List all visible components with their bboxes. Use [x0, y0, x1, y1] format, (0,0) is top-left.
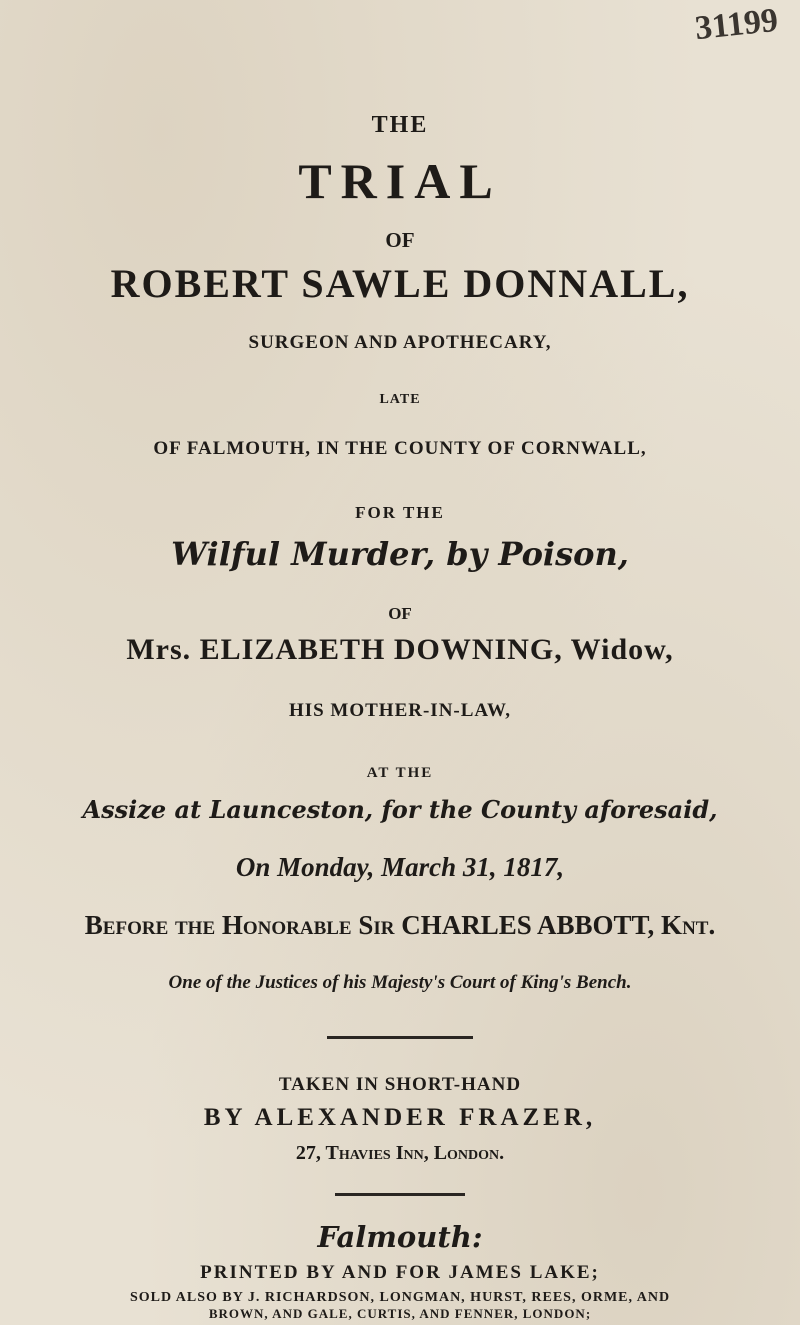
divider-rule: [327, 1036, 473, 1039]
reporter-name: BY ALEXANDER FRAZER,: [203, 1104, 597, 1131]
divider-rule-2: [335, 1193, 465, 1196]
imprint-sold-line-1: SOLD ALSO BY J. RICHARDSON, LONGMAN, HURST, REES, ORME, AND: [129, 1290, 671, 1305]
defendant-name: ROBERT SAWLE DONNALL,: [110, 261, 690, 306]
victim: Mrs. ELIZABETH DOWNING, Widow,: [126, 633, 674, 666]
trial-date: On Monday, March 31, 1817,: [235, 852, 565, 882]
imprint-sold-line-2: BROWN, AND GALE, CURTIS, AND FENNER, LONDON;: [208, 1306, 592, 1321]
heading-of: OF: [385, 228, 415, 252]
defendant-profession: SURGEON AND APOTHECARY,: [248, 332, 552, 353]
presiding-judge: Before the Honorable Sir CHARLES ABBOTT, Knt.: [84, 910, 716, 940]
heading-trial: TRIAL: [298, 153, 502, 209]
label-for-the: FOR THE: [355, 503, 445, 522]
reporter-taken: TAKEN IN SHORT-HAND: [278, 1074, 522, 1095]
label-of: OF: [388, 604, 412, 623]
heading-the: THE: [371, 112, 429, 138]
charge: Wilful Murder, by Poison,: [171, 535, 629, 573]
judge-title: One of the Justices of his Majesty's Court of King's Bench.: [168, 972, 632, 993]
court-assize: Assize at Launceston, for the County aforesaid,: [82, 795, 718, 824]
shelf-mark: 31199: [693, 1, 780, 48]
imprint-printer: PRINTED BY AND FOR JAMES LAKE;: [200, 1262, 600, 1283]
victim-relation: HIS MOTHER-IN-LAW,: [288, 700, 512, 721]
reporter-address: 27, Thavies Inn, London.: [295, 1142, 505, 1164]
defendant-place: OF FALMOUTH, IN THE COUNTY OF CORNWALL,: [153, 438, 647, 459]
label-late: LATE: [379, 392, 421, 407]
label-at-the: AT THE: [366, 765, 434, 781]
imprint-city: Falmouth:: [317, 1220, 483, 1254]
